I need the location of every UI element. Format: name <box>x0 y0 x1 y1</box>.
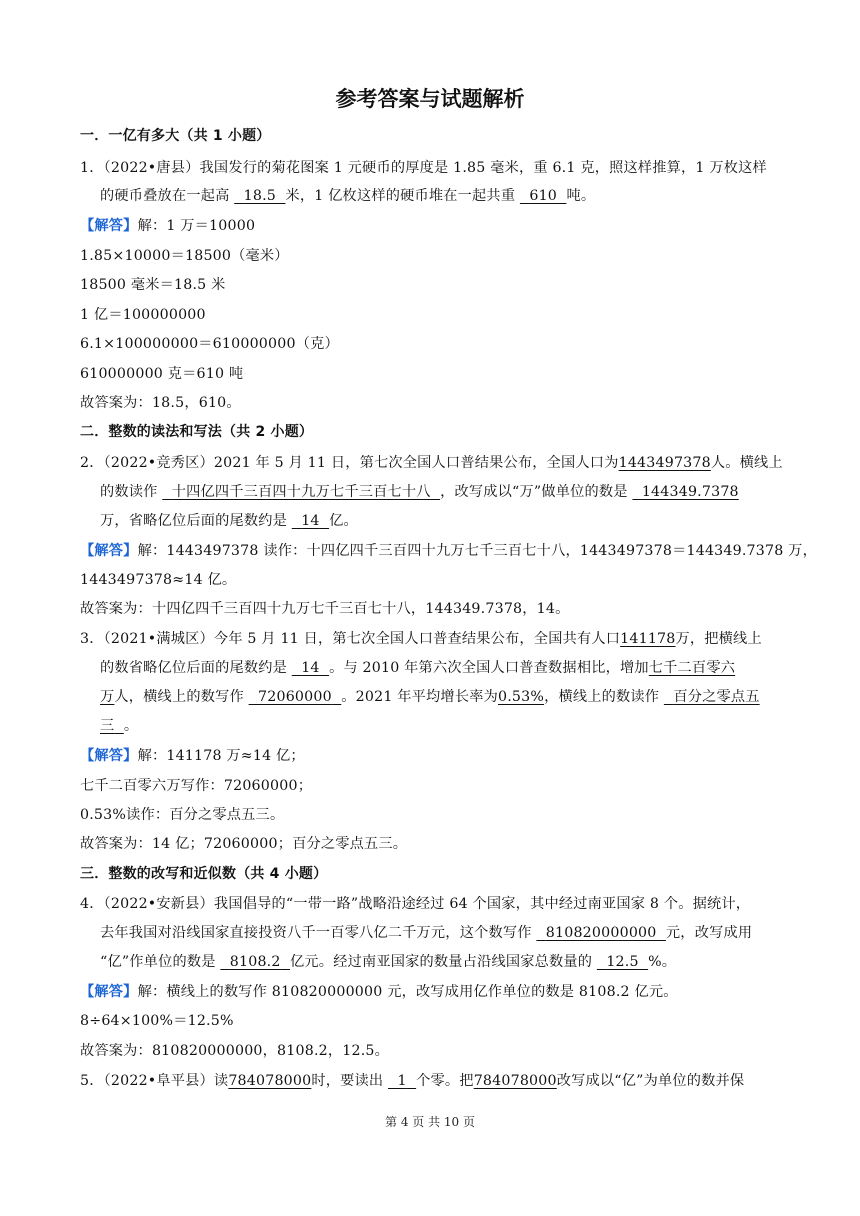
underlined-number: 141178 <box>620 631 676 647</box>
answer-blank: 72060000 <box>258 689 332 705</box>
question-text: 万，把横线上 <box>675 631 762 647</box>
answer-4-line-1 <box>80 982 780 1002</box>
answer-1-line-4: 1 亿＝100000000 <box>80 307 206 323</box>
answer-4-line-2: 8÷64×100%＝12.5% <box>80 1013 234 1029</box>
answer-blank: 14 <box>301 660 320 676</box>
question-text: 5．（2022•阜平县）读 <box>80 1073 229 1089</box>
question-text: 。与 2010 年第六次全国人口普查数据相比，增加 <box>329 660 649 676</box>
answer-2-line-2: 1443497378≈14 亿。 <box>80 572 237 588</box>
answer-blank: 12.5 <box>606 954 639 970</box>
underlined-number: 784078000 <box>473 1073 557 1089</box>
section-heading-1: 一．一亿有多大（共 1 小题） <box>80 128 271 144</box>
question-3-line-1 <box>80 629 780 649</box>
answer-blank: 610 <box>529 188 558 204</box>
answer-2-conclusion: 故答案为：十四亿四千三百四十九万七千三百七十八，144349.7378，14。 <box>80 601 570 617</box>
answer-1-line-3: 18500 毫米＝18.5 米 <box>80 277 226 293</box>
question-text: 的数读作 <box>100 484 158 500</box>
question-3-line-3 <box>100 687 780 707</box>
answer-blank: 1 <box>397 1073 407 1089</box>
answer-1-line-1 <box>80 216 780 236</box>
question-text: 3．（2021•满城区）今年 5 月 11 日，第七次全国人口普查结果公布，全国共有人口 <box>80 631 621 647</box>
answer-blank: 8108.2 <box>229 954 281 970</box>
question-text: ，横线上的数读作 <box>544 689 660 705</box>
question-text: 亿。 <box>329 513 358 529</box>
question-3-line-2 <box>100 658 780 678</box>
answer-blank: 14 <box>301 513 320 529</box>
answer-tag: 【解答】 <box>80 984 138 1000</box>
answer-3-conclusion: 故答案为：14 亿；72060000；百分之零点五三。 <box>80 836 408 852</box>
answer-text: 解：1443497378 读作：十四亿四千三百四十九万七千三百七十八，1443497378＝144349.7378 万， <box>137 543 817 559</box>
question-text: 吨。 <box>566 188 596 204</box>
page-footer: 第 4 页 共 10 页 <box>385 1115 475 1129</box>
underlined-number: 1443497378 <box>618 455 711 471</box>
question-text: 人。横线上 <box>710 455 783 471</box>
question-text: 时，要读出 <box>311 1073 384 1089</box>
underlined-number: 784078000 <box>228 1073 312 1089</box>
question-2-line-3 <box>100 511 780 531</box>
answer-3-line-3: 0.53%读作：百分之零点五三。 <box>80 807 285 823</box>
question-text: %。 <box>648 954 677 970</box>
question-text: 亿元。经过南亚国家的数量占沿线国家总数量的 <box>290 954 593 970</box>
question-2-line-1 <box>80 453 783 473</box>
answer-blank: 810820000000 <box>545 925 657 941</box>
question-4-line-1: 4．（2022•安新县）我国倡导的“一带一路”战略沿途经过 64 个国家，其中经过南亚国家 8 个。据统计， <box>80 896 751 912</box>
question-text: ，改写成以“万”做单位的数是 <box>440 484 628 500</box>
answer-tag: 【解答】 <box>80 218 138 234</box>
question-text: 个零。把 <box>416 1073 474 1089</box>
answer-blank: 百分之零点五 <box>673 689 760 705</box>
answer-1-line-5: 6.1×100000000＝610000000（克） <box>80 336 339 352</box>
question-text: 2．（2022•竞秀区）2021 年 5 月 11 日，第七次全国人口普结果公布，全国人口为 <box>80 455 619 471</box>
question-text: 。 <box>123 718 139 734</box>
answer-4-conclusion: 故答案为：810820000000，8108.2，12.5。 <box>80 1043 390 1059</box>
answer-3-line-2: 七千二百零六万写作：72060000； <box>80 778 313 794</box>
question-text: 去年我国对沿线国家直接投资八千一百零八亿二千万元，这个数写作 <box>100 925 532 941</box>
question-text: 改写成以“亿”为单位的数并保 <box>556 1073 745 1089</box>
question-2-line-2 <box>100 482 780 502</box>
answer-blank: 三 <box>100 718 115 734</box>
question-text: 的硬币叠放在一起高 <box>100 188 230 204</box>
question-4-line-2 <box>100 923 780 943</box>
answer-tag: 【解答】 <box>80 543 138 559</box>
question-text: 的数省略亿位后面的尾数约是 <box>100 660 288 676</box>
question-text: 人，横线上的数写作 <box>114 689 244 705</box>
question-5-line-1 <box>80 1071 780 1091</box>
answer-blank: 144349.7378 <box>641 484 739 500</box>
answer-3-line-1 <box>80 746 780 766</box>
answer-blank: 十四亿四千三百四十九万七千三百七十八 <box>171 484 431 500</box>
page-title: 参考答案与试题解析 <box>335 87 525 111</box>
question-1-line-2 <box>100 186 780 206</box>
underlined-text: 七千二百零六 <box>648 660 736 676</box>
answer-2-line-1 <box>80 541 817 561</box>
answer-1-line-2: 1.85×10000＝18500（毫米） <box>80 248 289 264</box>
underlined-number: 0.53% <box>497 689 545 705</box>
answer-text: 解：141178 万≈14 亿； <box>137 748 305 764</box>
section-heading-3: 三．整数的改写和近似数（共 4 小题） <box>80 866 328 882</box>
question-3-line-4 <box>100 716 780 736</box>
section-heading-2: 二．整数的读法和写法（共 2 小题） <box>80 424 314 440</box>
answer-1-conclusion: 故答案为：18.5，610。 <box>80 395 241 411</box>
question-text: “亿”作单位的数是 <box>100 954 216 970</box>
answer-blank: 18.5 <box>243 188 277 204</box>
underlined-text: 万 <box>100 689 115 705</box>
question-4-line-3 <box>100 952 780 972</box>
question-text: 米，1 亿枚这样的硬币堆在一起共重 <box>285 188 516 204</box>
answer-text: 解：1 万＝10000 <box>137 218 256 234</box>
answer-1-line-6: 610000000 克＝610 吨 <box>80 366 244 382</box>
question-text: 万，省略亿位后面的尾数约是 <box>100 513 288 529</box>
question-text: 元，改写成用 <box>665 925 753 941</box>
question-text: 。2021 年平均增长率为 <box>341 689 498 705</box>
answer-tag: 【解答】 <box>80 748 138 764</box>
answer-text: 解：横线上的数写作 810820000000 元，改写成用亿作单位的数是 8108.2 亿元。 <box>137 984 678 1000</box>
question-1-line-1: 1．（2022•唐县）我国发行的菊花图案 1 元硬币的厚度是 1.85 毫米，重 6.1 克，照这样推算，1 万枚这样 <box>80 160 767 176</box>
